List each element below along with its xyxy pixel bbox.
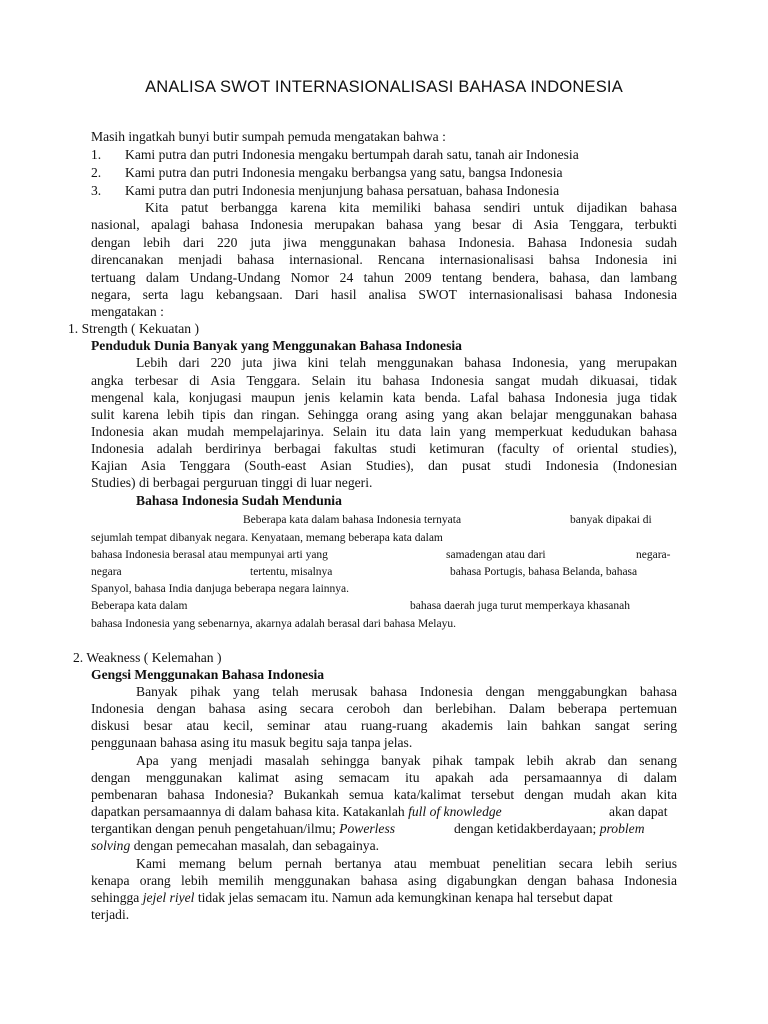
paragraph-line: Indonesia akan mudah mempelajarinya. Selain itu data lain yang memperkuat kedudukan bahasa [91,424,677,439]
section-heading-weakness: 2. Weakness ( Kelemahan ) [73,650,222,665]
italic-phrase: jejel riyel [142,890,195,905]
text-run: tergantikan dengan penuh pengetahuan/ilmu; [91,821,336,836]
list-item-number: 3. [91,183,102,198]
paragraph-line: direncanakan menjadi bahasa internasional. Rencana internasionalisasi bahsa Indonesia ini [91,252,677,267]
italic-phrase: problem [599,821,645,836]
paragraph-line: penggunaan bahasa asing itu masuk begitu saja tanpa jelas. [91,735,413,750]
paragraph-line: samadengan atau dari [446,549,546,561]
paragraph-line: Kajian Asia Tenggara (South-east Asian Studies), dan pusat studi Indonesia (Indonesian [91,458,677,473]
paragraph-line: Kami memang belum pernah bertanya atau membuat penelitian secara lebih serius [136,856,677,871]
section-heading-strength: 1. Strength ( Kekuatan ) [68,321,199,336]
list-item: Kami putra dan putri Indonesia menjunjung bahasa persatuan, bahasa Indonesia [125,183,560,198]
paragraph-line: negara [91,566,122,578]
paragraph-line: Beberapa kata dalam [91,600,188,612]
paragraph-line [454,820,645,837]
paragraph-line: akan dapat [609,804,668,819]
paragraph-line: Indonesia adalah berdirinya berbagai fakultas studi ketimuran (faculty of oriental studies), [91,441,677,456]
italic-phrase: full of knowledge [408,804,502,819]
list-item-number: 2. [91,165,102,180]
paragraph-line: sejumlah tempat dibanyak negara. Kenyataan, memang beberapa kata dalam [91,532,443,544]
paragraph-line [91,837,379,854]
paragraph-line: Beberapa kata dalam bahasa Indonesia ternyata [243,514,462,526]
italic-phrase: Powerless [339,821,396,836]
text-run: dengan pemecahan masalah, dan sebagainya. [133,838,380,853]
document-title: ANALISA SWOT INTERNASIONALISASI BAHASA INDONESIA [145,78,623,96]
paragraph-line: nasional, apalagi bahasa Indonesia merupakan bahasa yang besar di Asia Tenggara, terbukti [91,217,677,232]
list-item: Kami putra dan putri Indonesia mengaku bertumpah darah satu, tanah air Indonesia [125,147,579,162]
paragraph-line: diskusi besar atau kecil, seminar atau ruang-ruang akademis lain bahkan sangat sering [91,718,677,733]
paragraph-line: bahasa Portugis, bahasa Belanda, bahasa [450,566,638,578]
paragraph-line: mengenal kala, konjugasi maupun jenis kelamin kata benda. Lafal bahasa Indonesia juga tidak [91,390,677,405]
paragraph-line [91,820,395,837]
paragraph-line: bahasa Indonesia berasal atau mempunyai arti yang [91,549,328,561]
paragraph-line: angka terbesar di Asia Tenggara. Selain itu bahasa Indonesia sangat mudah dikuasai, tidak [91,373,677,388]
paragraph-line: banyak dipakai di [570,514,652,526]
paragraph-line: kenapa orang lebih memilih menggunakan bahasa asing digabungkan dengan bahasa Indonesia [91,873,677,888]
paragraph-line: Indonesia dengan bahasa asing secara ceroboh dan berlebihan. Dalam beberapa pertemuan [91,701,677,716]
paragraph-line: Lebih dari 220 juta jiwa kini telah menggunakan bahasa Indonesia, yang merupakan [136,355,677,370]
paragraph-line: dengan menggunakan kalimat asing semacam itu apakah ada persamaannya di dalam [91,770,677,785]
paragraph-line: mengatakan : [91,304,164,319]
paragraph-line: tertentu, misalnya [250,566,333,578]
paragraph-line: tertuang dalam Undang-Undang Nomor 24 tahun 2009 tentang bendera, bahasa, dan lambang [91,270,677,285]
text-run: sehingga [91,890,140,905]
list-item-number: 1. [91,147,102,162]
paragraph-line: negara- [636,549,671,561]
list-item: Kami putra dan putri Indonesia mengaku berbangsa yang satu, bangsa Indonesia [125,165,563,180]
paragraph-line: Spanyol, bahasa India danjuga beberapa negara lainnya. [91,583,350,595]
paragraph-line: bahasa daerah juga turut memperkaya khasanah [410,600,630,612]
paragraph-line: sulit karena lebih tipis dan ringan. Sehingga orang asing yang akan belajar menggunakan bahasa [91,407,677,422]
subheading: Gengsi Menggunakan Bahasa Indonesia [91,667,325,682]
paragraph-line: Studies) di berbagai perguruan tinggi di luar negeri. [91,475,373,490]
paragraph-line: Banyak pihak yang telah merusak bahasa Indonesia dengan menggabungkan bahasa [136,684,677,699]
italic-phrase: solving [91,838,131,853]
text-run: dengan ketidakberdayaan; [454,821,597,836]
paragraph-line: bahasa Indonesia yang sebenarnya, akarnya adalah berasal dari bahasa Melayu. [91,618,456,630]
paragraph-line: negara, serta lagu kebangsaan. Dari hasil analisa SWOT internasionalisasi bahasa Indonesia [91,287,677,302]
subheading: Bahasa Indonesia Sudah Mendunia [136,493,342,508]
text-run: tidak jelas semacam itu. Namun ada kemungkinan kenapa hal tersebut dapat [197,890,613,905]
paragraph-line: pembenaran bahasa Indonesia? Bukankah semua kata/kalimat tersebut dengan mudah akan kita [91,787,677,802]
text-run: dapatkan persamaannya di dalam bahasa kita. Katakanlah [91,804,405,819]
paragraph-line: Apa yang menjadi masalah sehingga banyak pihak tampak lebih akrab dan senang [136,753,677,768]
paragraph-line [91,889,613,906]
paragraph-line: Kita patut berbangga karena kita memiliki bahasa sendiri untuk dijadikan bahasa [145,200,677,215]
subheading: Penduduk Dunia Banyak yang Menggunakan Bahasa Indonesia [91,338,462,353]
paragraph-line: terjadi. [91,907,130,922]
intro-lead: Masih ingatkah bunyi butir sumpah pemuda mengatakan bahwa : [91,129,446,144]
paragraph-line: dengan lebih dari 220 juta jiwa menggunakan bahasa Indonesia. Bahasa Indonesia sudah [91,235,677,250]
paragraph-line [91,803,502,820]
